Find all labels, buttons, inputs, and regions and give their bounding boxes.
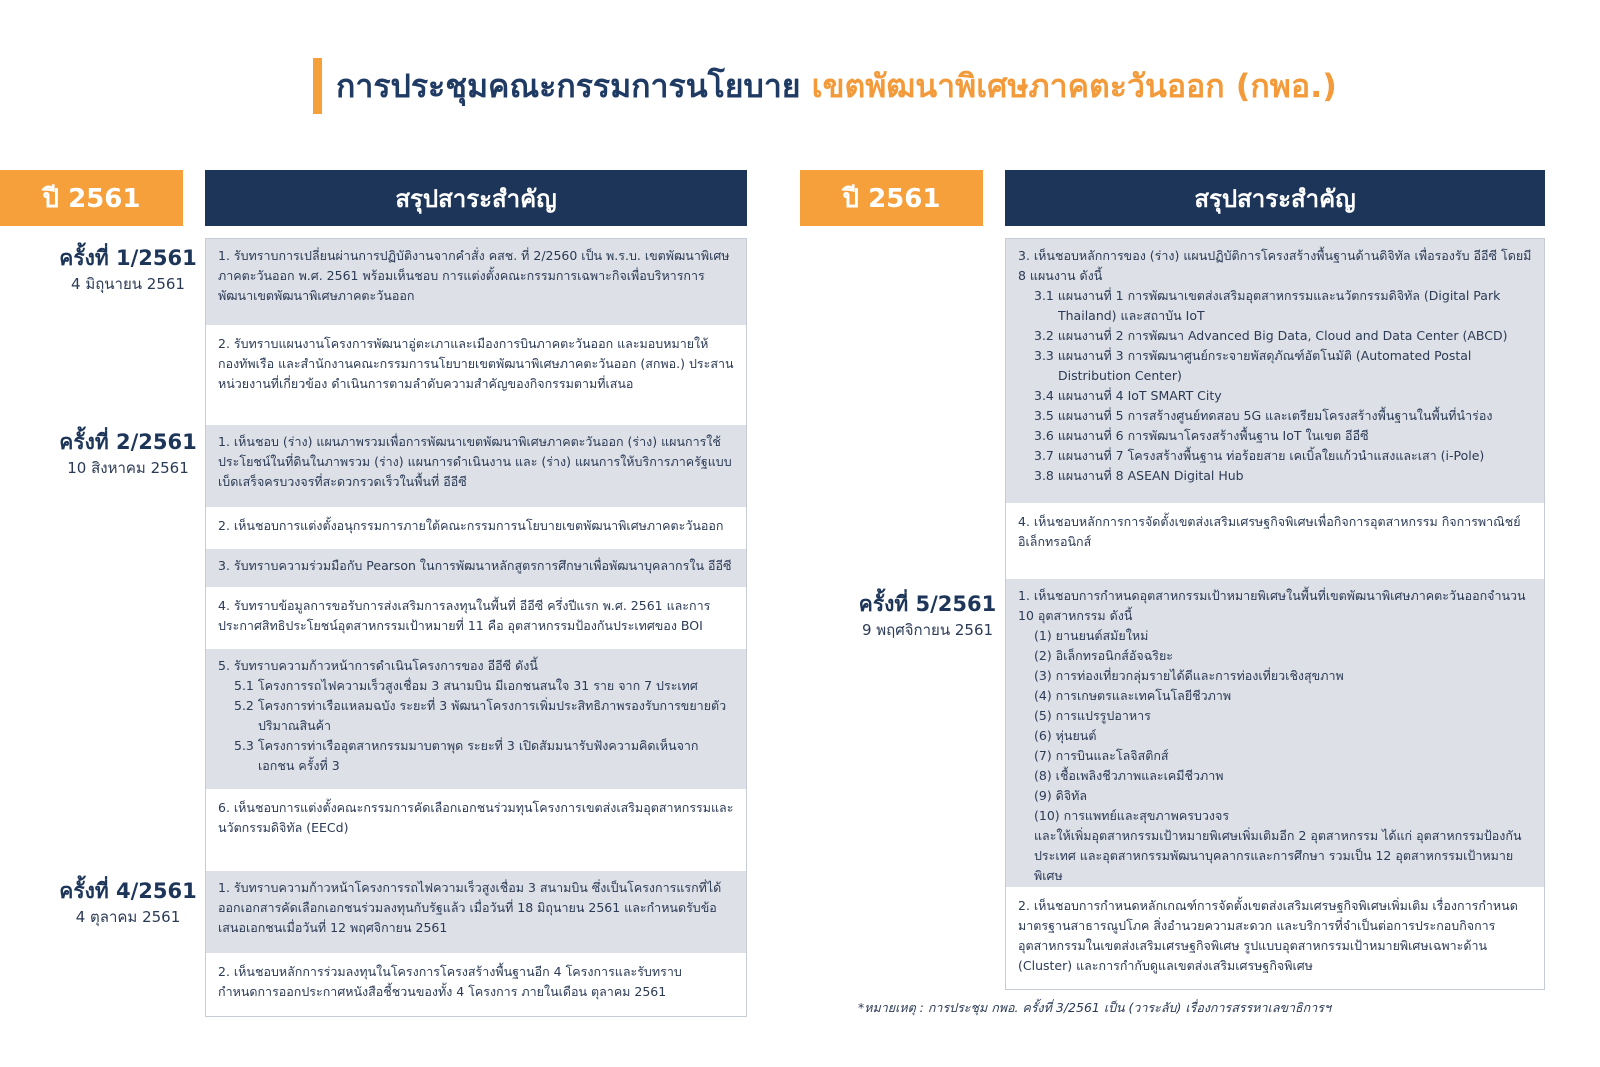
list-item: 1. รับทราบความก้าวหน้าโครงการรถไฟความเร็วสูงเชื่อม 3 สนามบิน ซึ่งเป็นโครงการแรกที่ได้ออกเอกสารคัดเลือกเอกชนร่วมลงทุนกับรัฐแล้ว เมื่อวันที่ 18 มิถุนายน 2561 และกำหนดรับข้อเสนอเอกชนเมื่อวันที่ 12 พฤศจิกายน 2561	[206, 871, 746, 955]
list-item: 1. เห็นชอบ (ร่าง) แผนภาพรวมเพื่อการพัฒนาเขตพัฒนาพิเศษภาคตะวันออก (ร่าง) แผนการใช้ประโยชน์ในที่ดินในภาพรวม (ร่าง) แผนการดำเนินงาน และ (ร่าง) แผนการให้บริการภาครัฐแบบเบ็ดเสร็จครบวงจรที่สะดวกรวดเร็วในพื้นที่ อีอีซี	[206, 425, 746, 509]
page-title-part1: การประชุมคณะกรรมการนโยบาย	[336, 67, 801, 105]
list-item: 3. เห็นชอบหลักการของ (ร่าง) แผนปฏิบัติการโครงสร้างพื้นฐานด้านดิจิทัล เพื่อรองรับ อีอีซี โดยมี 8 แผนงาน ดังนี้ 3.1 แผนงานที่ 1 การพัฒนาเขตส่งเสริมอุตสาหกรรมและนวัตกรรมดิจิทัล (Digital Park Thailand) และสถาบัน IoT 3.2 แผนงานที่ 2 การพัฒนา Advanced Big Data, Cloud and Data Center (ABCD) 3.3 แผนงานที่ 3 การพัฒนาศูนย์กระจายพัสดุภัณฑ์อัตโนมัติ (Automated Postal Distribution Center) 3.4 แผนงานที่ 4 IoT SMART City 3.5 แผนงานที่ 5 การสร้างศูนย์ทดสอบ 5G และเตรียมโครงสร้างพื้นฐานในพื้นที่นำร่อง 3.6 แผนงานที่ 6 การพัฒนาโครงสร้างพื้นฐาน IoT ในเขต อีอีซี 3.7 แผนงานที่ 7 โครงสร้างพื้นฐาน ท่อร้อยสาย เคเบิ้ลใยแก้วนำแสงและเสา (i-Pole) 3.8 แผนงานที่ 8 ASEAN Digital Hub	[1006, 239, 1544, 505]
list-item: 2. เห็นชอบการกำหนดหลักเกณฑ์การจัดตั้งเขตส่งเสริมเศรษฐกิจพิเศษเพิ่มเติม เรื่องการกำหนดมาตรฐานสาธารณูปโภค สิ่งอำนวยความสะดวก และบริการที่จำเป็นต่อการประกอบกิจการอุตสาหกรรมในเขตส่งเสริมเศรษฐกิจพิเศษ รูปแบบอุตสาหกรรมเป้าหมายพิเศษเฉพาะด้าน (Cluster) และการกำกับดูแลเขตส่งเสริมเศรษฐกิจพิเศษ	[1006, 889, 1544, 989]
page-title-part2: เขตพัฒนาพิเศษภาคตะวันออก (กพอ.)	[811, 67, 1337, 105]
meeting-date: 10 สิงหาคม 2561	[67, 459, 189, 477]
left-year-badge: ปี 2561	[0, 170, 183, 226]
list-item: 4. รับทราบข้อมูลการขอรับการส่งเสริมการลงทุนในพื้นที่ อีอีซี ครึ่งปีแรก พ.ศ. 2561 และการประกาศสิทธิประโยชน์อุตสาหกรรมเป้าหมายที่ 11 คือ อุตสาหกรรมป้องกันประเทศของ BOI	[206, 589, 746, 649]
list-item: 1. รับทราบการเปลี่ยนผ่านการปฏิบัติงานจากคำสั่ง คสช. ที่ 2/2560 เป็น พ.ร.บ. เขตพัฒนาพิเศษภาคตะวันออก พ.ศ. 2561 พร้อมเห็นชอบ การแต่งตั้งคณะกรรมการเฉพาะกิจเพื่อบริหารการพัฒนาเขตพัฒนาพิเศษภาคตะวันออก	[206, 239, 746, 327]
meeting-number: ครั้งที่ 2/2561	[59, 430, 197, 454]
meeting-1-label	[58, 244, 198, 296]
title-accent-bar	[313, 58, 322, 114]
footnote: *หมายเหตุ : การประชุม กพอ. ครั้งที่ 3/2561 เป็น (วาระลับ) เรื่องการสรรหาเลขาธิการฯ	[858, 1000, 1331, 1015]
meeting-date: 4 มิถุนายน 2561	[71, 275, 185, 293]
right-summary-box	[1005, 238, 1545, 990]
meeting-number: ครั้งที่ 5/2561	[858, 592, 997, 616]
list-item: 1. เห็นชอบการกำหนดอุตสาหกรรมเป้าหมายพิเศษในพื้นที่เขตพัฒนาพิเศษภาคตะวันออกจำนวน 10 อุตสาหกรรม ดังนี้ (1) ยานยนต์สมัยใหม่ (2) อิเล็กทรอนิกส์อัจฉริยะ (3) การท่องเที่ยวกลุ่มรายได้ดีและการท่องเที่ยวเชิงสุขภาพ (4) การเกษตรและเทคโนโลยีชีวภาพ (5) การแปรรูปอาหาร (6) หุ่นยนต์ (7) การบินและโลจิสติกส์ (8) เชื้อเพลิงชีวภาพและเคมีชีวภาพ (9) ดิจิทัล (10) การแพทย์และสุขภาพครบวงจร และให้เพิ่มอุตสาหกรรมเป้าหมายพิเศษเพิ่มเติมอีก 2 อุตสาหกรรม ได้แก่ อุตสาหกรรมป้องกันประเทศ และอุตสาหกรรมพัฒนาบุคลากรและการศึกษา รวมเป็น 12 อุตสาหกรรมเป้าหมายพิเศษ	[1006, 579, 1544, 889]
left-summary-header: สรุปสาระสำคัญ	[205, 170, 747, 226]
meeting-number: ครั้งที่ 1/2561	[59, 246, 197, 270]
right-summary-header: สรุปสาระสำคัญ	[1005, 170, 1545, 226]
meeting-number: ครั้งที่ 4/2561	[59, 879, 197, 903]
meeting-date: 4 ตุลาคม 2561	[75, 908, 181, 926]
list-item: 2. รับทราบแผนงานโครงการพัฒนาอู่ตะเภาและเมืองการบินภาคตะวันออก และมอบหมายให้กองทัพเรือ และสำนักงานคณะกรรมการนโยบายเขตพัฒนาพิเศษภาคตะวันออก (สกพอ.) ประสานหน่วยงานที่เกี่ยวข้อง ดำเนินการตามลำดับความสำคัญของกิจกรรมตามที่เสนอ	[206, 327, 746, 425]
right-year-badge: ปี 2561	[800, 170, 983, 226]
list-item: 2. เห็นชอบการแต่งตั้งอนุกรรมการภายใต้คณะกรรมการนโยบายเขตพัฒนาพิเศษภาคตะวันออก	[206, 509, 746, 549]
meeting-date: 9 พฤศจิกายน 2561	[861, 621, 994, 639]
left-summary-box	[205, 238, 747, 1017]
list-item: 2. เห็นชอบหลักการร่วมลงทุนในโครงการโครงสร้างพื้นฐานอีก 4 โครงการและรับทราบกำหนดการออกประกาศหนังสือชี้ชวนของทั้ง 4 โครงการ ภายในเดือน ตุลาคม 2561	[206, 955, 746, 1017]
meeting-5-label	[850, 590, 1005, 642]
list-item: 4. เห็นชอบหลักการการจัดตั้งเขตส่งเสริมเศรษฐกิจพิเศษเพื่อกิจการอุตสาหกรรม กิจการพาณิชย์อิเล็กทรอนิกส์	[1006, 505, 1544, 579]
page-title	[336, 60, 1337, 112]
meeting-4-label	[58, 877, 198, 929]
list-item: 6. เห็นชอบการแต่งตั้งคณะกรรมการคัดเลือกเอกชนร่วมทุนโครงการเขตส่งเสริมอุตสาหกรรมและนวัตกรรมดิจิทัล (EECd)	[206, 791, 746, 871]
list-item: 3. รับทราบความร่วมมือกับ Pearson ในการพัฒนาหลักสูตรการศึกษาเพื่อพัฒนาบุคลากรใน อีอีซี	[206, 549, 746, 589]
meeting-2-label	[58, 428, 198, 480]
list-item: 5. รับทราบความก้าวหน้าการดำเนินโครงการของ อีอีซี ดังนี้ 5.1 โครงการรถไฟความเร็วสูงเชื่อม 3 สนามบิน มีเอกชนสนใจ 31 ราย จาก 7 ประเทศ 5.2 โครงการท่าเรือแหลมฉบัง ระยะที่ 3 พัฒนาโครงการเพิ่มประสิทธิภาพรองรับการขยายตัวปริมาณสินค้า 5.3 โครงการท่าเรืออุตสาหกรรมมาบตาพุด ระยะที่ 3 เปิดสัมมนารับฟังความคิดเห็นจากเอกชน ครั้งที่ 3	[206, 649, 746, 791]
